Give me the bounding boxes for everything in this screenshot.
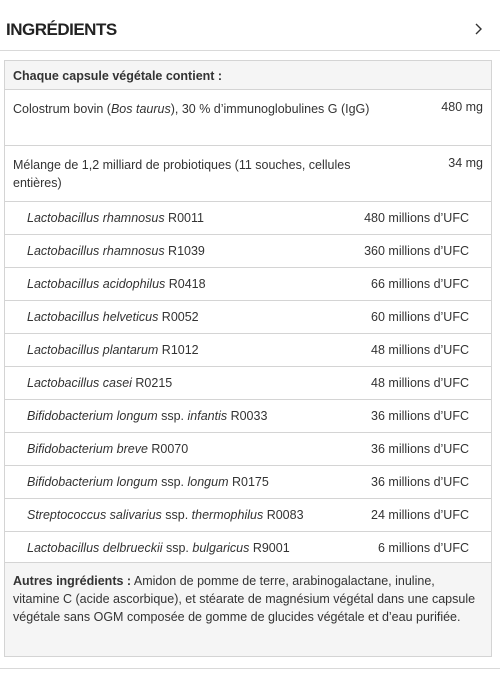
table-row [5,90,491,146]
ingredients-table [4,60,492,565]
strain-name-text: R0070 [147,442,189,456]
strain-name-italic: bulgaricus [192,541,250,555]
strain-name [27,409,267,423]
strain-name-italic: Lactobacillus rhamnosus [27,211,165,225]
ingredient-name [13,100,373,118]
footer-divider [0,668,500,669]
header-divider [0,50,500,51]
ingredient-name-text: ), 30 % d’immunoglobulines G (IgG) [170,102,370,116]
ingredient-name [13,156,373,192]
strain-amount: 60 millions d’UFC [371,310,469,324]
chevron-right-icon[interactable] [472,19,486,39]
table-caption-row [5,61,491,90]
strain-name [27,442,188,456]
strain-amount: 66 millions d’UFC [371,277,469,291]
strain-amount: 360 millions d’UFC [364,244,469,258]
strain-name-text: R0033 [227,409,268,423]
strain-name-italic: Bifidobacterium longum [27,475,158,489]
strain-name-italic: Lactobacillus rhamnosus [27,244,165,258]
strain-name-text: R0011 [164,211,204,225]
strain-name-italic: Bifidobacterium breve [27,442,148,456]
strain-name-text: R1012 [158,343,199,357]
table-row [5,433,491,466]
strain-name-italic: longum [187,475,229,489]
strain-name-text: ssp. [157,475,188,489]
strain-name [27,475,269,489]
strain-name-italic: Lactobacillus helveticus [27,310,159,324]
strain-name-text: R0175 [228,475,269,489]
table-row [5,400,491,433]
ingredient-name-text: Mélange de 1,2 milliard de probiotiques (11 souches, cellules entières) [13,158,351,190]
strain-name [27,211,204,225]
strain-amount: 36 millions d’UFC [371,409,469,423]
strain-name-italic: Streptococcus salivarius [27,508,162,522]
strain-name-text: R0052 [158,310,199,324]
strain-name-text: ssp. [161,508,192,522]
strain-name [27,376,172,390]
strain-name-text: R0083 [263,508,304,522]
strain-list [5,202,491,565]
strain-name-italic: Bifidobacterium longum [27,409,158,423]
strain-amount: 6 millions d’UFC [378,541,469,555]
strain-name-text: R9001 [249,541,290,555]
strain-name-text: R0418 [165,277,206,291]
table-row [5,532,491,565]
strain-name [27,244,205,258]
strain-name [27,541,290,555]
strain-name [27,343,199,357]
other-ingredients-text: Amidon de pomme de terre, arabinogalactane, inuline, vitamine C (acide ascorbique), et stéarate de magnésium végétal dans une capsule végétale sans OGM composée de gomme de glucides végétale et d’eau purifiée. [13,574,476,624]
strain-amount: 48 millions d’UFC [371,343,469,357]
table-row [5,268,491,301]
ingredient-amount: 34 mg [448,156,483,170]
strain-amount: 36 millions d’UFC [371,442,469,456]
table-row [5,146,491,202]
other-ingredients [4,562,492,657]
table-row [5,334,491,367]
strain-name-italic: Lactobacillus delbrueckii [27,541,163,555]
ingredients-header[interactable] [0,0,500,62]
table-row [5,367,491,400]
strain-name [27,310,199,324]
strain-amount: 480 millions d’UFC [364,211,469,225]
ingredient-name-text: Colostrum bovin ( [13,102,111,116]
ingredient-name-italic: Bos taurus [110,102,171,116]
table-row [5,235,491,268]
table-row [5,202,491,235]
strain-name-italic: infantis [187,409,228,423]
strain-name [27,277,206,291]
table-row [5,499,491,532]
strain-name [27,508,304,522]
section-title: INGRÉDIENTS [6,20,117,39]
strain-name-text: R0215 [131,376,173,390]
table-row [5,466,491,499]
strain-amount: 48 millions d’UFC [371,376,469,390]
strain-name-italic: Lactobacillus casei [27,376,132,390]
other-ingredients-label: Autres ingrédients : [13,574,132,588]
ingredient-amount: 480 mg [441,100,483,114]
strain-amount: 24 millions d’UFC [371,508,469,522]
strain-name-italic: Lactobacillus plantarum [27,343,159,357]
strain-name-text: ssp. [162,541,193,555]
strain-amount: 36 millions d’UFC [371,475,469,489]
strain-name-italic: thermophilus [191,508,264,522]
strain-name-italic: Lactobacillus acidophilus [27,277,166,291]
table-row [5,301,491,334]
table-caption: Chaque capsule végétale contient : [13,69,223,83]
strain-name-text: ssp. [157,409,188,423]
strain-name-text: R1039 [164,244,205,258]
